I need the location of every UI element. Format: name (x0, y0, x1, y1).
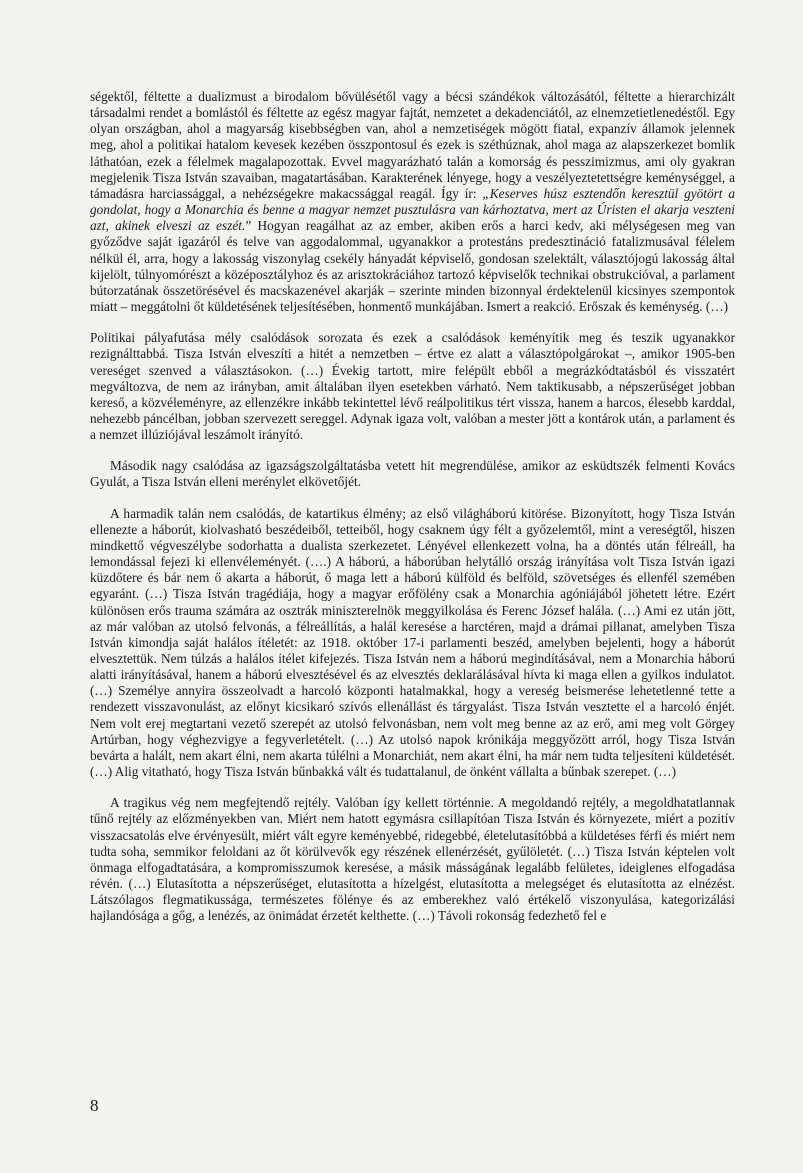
paragraph-3-text: Második nagy csalódása az igazságszolgáltatásba vetett hit megrendülése, amikor az esküdtszék felmenti Kovács Gyulát, a Tisza István elleni merénylet elkövetőjét. (90, 458, 735, 490)
paragraph-4-text: A harmadik talán nem csalódás, de katartikus élmény; az első világháború kitörése. Bizonyított, hogy Tisza István ellenezte a háborút, kiolvasható beszédeiből, tetteiből, hogy csaknem úgy félt a győzelemtől, mint a vereségtől, hiszen mindkettő végveszélybe sodorhatta a dualista szerkezetet. Lényével ellenkezett volna, ha a döntés után félreáll, ha lemondással fejezi ki ellenvéleményét. (….) A háború, a háborúban helytálló ország irányítása volt Tisza István igazi küzdőtere és bár nem ő akarta a háborút, ő maga lett a háború külföld és belföld, szövetséges és ellenfél szemében egyaránt. (…) Tisza István tragédiája, hogy a magyar erőfölény csak a Monarchia agóniájából jöhetett létre. Ezért különösen erős trauma számára az osztrák miniszterelnök meggyilkolása és Ferenc József halála. (…) Ami ez után jött, az már valóban az utolsó felvonás, a félreállítás, a halál keresése a harctéren, majd a drámai pillanat, amelyben Tisza István kimondja saját halálos ítéletét: az 1918. október 17-i parlamenti beszéd, amelyben bejelenti, hogy a háborút elvesztettük. Nem túlzás a halálos ítélet kifejezés. Tisza István nem a háború megindításával, nem a Monarchia háború alatti irányításával, hanem a háború elvesztésével és az elvesztés deklarálásával hívta ki maga ellen a gyilkos indulatot. (…) Személye annyira összeolvadt a harcoló központi hatalmakkal, hogy a vereség beismerése lehetetlenné tette a rendezett visszavonulást, az előnyt kicsikaró szívós ellenállást és tárgyalást. Tisza István vesztette el a harcoló énjét. Nem volt erej megtartani vezető szerepét az utolsó felvonásban, nem volt meg benne az az erő, ami meg volt Görgey Artúrban, hogy véghezvigye a fegyverletételt. (…) Az utolsó napok krónikája meggyőzött arról, hogy Tisza István bevárta a halált, nem akart élni, nem akarta túlélni a Monarchiát, nem akart élni, ha már nem tudta teljesíteni küldetését. (…) Alig vitatható, hogy Tisza István bűnbakká vált és tudattalanul, de önként vállalta a bűnbak szerepet. (…) (90, 505, 735, 780)
paragraph-2-text: Politikai pályafutása mély csalódások sorozata és ezek a csalódások keményítik meg és teszik ugyanakkor rezignálttabbá. Tisza István elveszíti a hitét a nemzetben – értve ez alatt a választópolgárokat –, amikor 1905-ben vereséget szenved a választásokon. (…) Évekig tartott, mire felépült ebből a megrázkódtatásból és visszatért megváltozva, de nem az irányban, amit általában ilyen esetekben várható. Nem taktikusabb, a népszerűséget jobban kereső, a közvéleményre, az ellenzékre inkább tekintettel lévő reálpolitikus tért vissza, hanem a harcos, élesebb karddal, nehezebb páncélban, jobban szervezett sereggel. Adynak igaza volt, valóban a mester jött a kontárok után, a parlament és a nemzet illúziójával leszámolt irányító. (90, 330, 736, 443)
paragraph-2 (90, 330, 735, 443)
paragraph-1-quote: „Keserves húsz esztendőn keresztül gyötört a gondolat, hogy a Monarchia és benne a magyar nemzet pusztulásra van kárhoztatva, mert az Úristen el akarja veszteni azt, akinek elveszi az eszét. (90, 185, 736, 234)
page-number: 8 (90, 1096, 99, 1115)
paragraph-1-text-b: ” Hogyan reagálhat az az ember, akiben erős a harci kedv, aki mélységesen meg van győződve saját igazáról és telve van aggodalommal, ugyanakkor a protestáns predesztináció fatalizmusával félelem nélkül él, arra, hogy a lakosság viszonylag csekély hányadát képviselő, gondosan szelektált, választójogú lakosság által kijelölt, túlnyomórészt a középosztályhoz és az arisztokráciához tartozó képviselők technikai obstrukcióval, a parlament bútorzatának összetörésével és macskazenével akarják – szerinte minden bizonnyal érdektelenül kicsinyes szempontok miatt – meggátolni őt küldetésének teljesítésében, honmentő munkájában. Ismert a reakció. Erőszak és keménység. (…) (90, 218, 735, 315)
body-text (90, 89, 735, 925)
paragraph-1 (90, 89, 735, 315)
paragraph-3 (90, 458, 735, 490)
paragraph-5-text: A tragikus vég nem megfejtendő rejtély. Valóban így kellett történnie. A megoldandó rejtély, a megoldhatatlannak tűnő rejtély az előzményekben van. Miért nem hatott egymásra csillapítóan Tisza István és környezete, miért a pozitív visszacsatolás elve érvényesült, miért vált egyre keményebbé, ridegebbé, életelutasítóbbá a küldetéses férfi és miért nem tudta soha, semmikor feloldani az őt körülvevők egy részének ellenérzését, gyűlöletét. (…) Tisza István képtelen volt önmaga elfogadtatására, a kompromisszumok keresése, a másik másságának legalább felületes, ideiglenes elfogadása révén. (…) Elutasította a népszerűséget, elutasította a hízelgést, elutasította a melegséget és elutasította az elnézést. Látszólagos flegmatikussága, természetes fölénye és az emberekhez való értékelő viszonyulása, kategorizálási hajlandósága a gőg, a lenézés, az önimádat érzetét kelthette. (…) Távoli rokonság fedezhető fel e (90, 795, 735, 924)
paragraph-1-text-a: ségektől, féltette a dualizmust a birodalom bővülésétől vagy a bécsi szándékok változásától, féltette a hierarchizált társadalmi rendet a bomlástól és féltette az egész magyar fajtát, nemzetet a dekadenciától, az elnemzetietlenedéstől. Egy olyan országban, ahol a magyarság kisebbségben van, ahol a nemzetiségek mögött fiatal, expanzív államok jelennek meg, ahol a politikai hatalom kevesek kezében összpontosul és ezek is széthúznak, ahol maga az alapszerkezet bomlik láthatóan, ezek a félelmek magalapozottak. Evvel magyarázható talán a komorság és pesszimizmus, ami oly gyakran megjelenik Tisza István szavaiban, magatartásában. Karakterének lényege, hogy a veszélyeztetettségre keménységgel, a támadásra harciassággal, a nehézségekre makacssággal reagál. Így ír: (90, 89, 735, 201)
paragraph-4 (90, 506, 735, 781)
paragraph-5 (90, 795, 735, 924)
